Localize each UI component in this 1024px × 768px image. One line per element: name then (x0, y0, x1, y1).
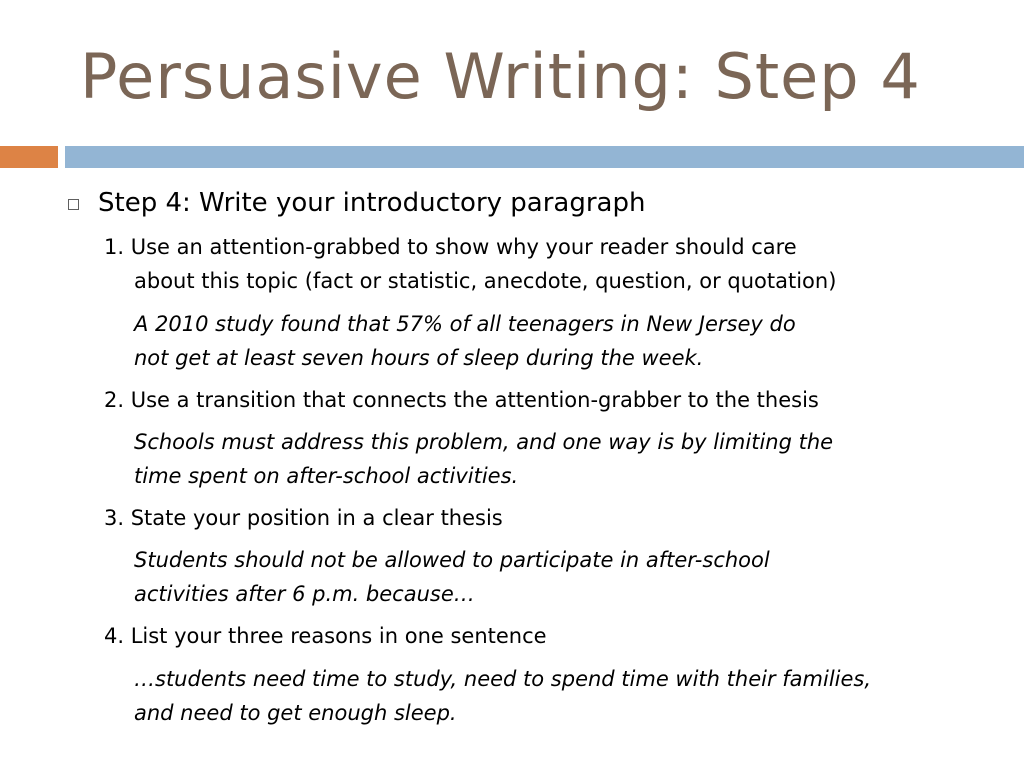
step-2-example-line-1: Schools must address this problem, and one way is by limiting the (134, 430, 834, 454)
step-1-example-line-2: not get at least seven hours of sleep during the week. (134, 346, 704, 370)
step-4-example-line-2: and need to get enough sleep. (134, 701, 457, 725)
main-bullet-text: Step 4: Write your introductory paragraph (98, 188, 646, 218)
slide-title: Persuasive Writing: Step 4 (80, 40, 921, 113)
step-4-example-line-1: …students need time to study, need to spend time with their families, (134, 667, 872, 691)
title-rule-accent (0, 146, 58, 168)
step-2-example-line-2: time spent on after-school activities. (134, 464, 519, 488)
step-2-line-1: 2. Use a transition that connects the attention-grabber to the thesis (104, 388, 819, 412)
step-3-line-1: 3. State your position in a clear thesis (104, 506, 503, 530)
title-rule-bar (65, 146, 1024, 168)
step-1-line-2: about this topic (fact or statistic, anecdote, question, or quotation) (134, 269, 837, 293)
step-3-example-line-1: Students should not be allowed to participate in after-school (134, 548, 770, 572)
step-1-line-1: 1. Use an attention-grabbed to show why your reader should care (104, 235, 797, 259)
step-1-example-line-1: A 2010 study found that 57% of all teenagers in New Jersey do (134, 312, 796, 336)
step-4-line-1: 4. List your three reasons in one sentence (104, 624, 547, 648)
step-3-example-line-2: activities after 6 p.m. because… (134, 582, 475, 606)
square-bullet-icon (68, 199, 79, 210)
